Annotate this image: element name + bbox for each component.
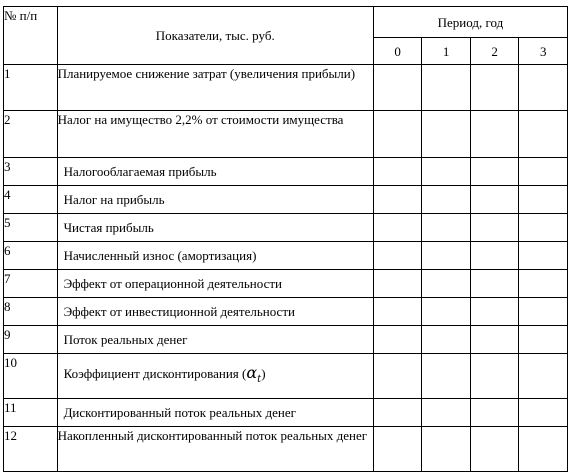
value-cell [422, 214, 471, 242]
header-period: Период, год [373, 7, 567, 38]
row-number: 1 [4, 65, 58, 111]
value-cell [422, 158, 471, 186]
value-cell [519, 111, 568, 158]
table-row [4, 399, 568, 427]
value-cell [373, 158, 422, 186]
row-label-discount [57, 354, 373, 399]
value-cell [519, 399, 568, 427]
value-cell [373, 270, 422, 298]
value-cell [422, 326, 471, 354]
value-cell [422, 270, 471, 298]
row-number: 11 [4, 399, 58, 427]
table-row [4, 214, 568, 242]
value-cell [373, 214, 422, 242]
value-cell [470, 298, 519, 326]
value-cell [422, 186, 471, 214]
table-row [4, 242, 568, 270]
header-indicators: Показатели, тыс. руб. [57, 7, 373, 65]
value-cell [519, 326, 568, 354]
table-row [4, 427, 568, 472]
value-cell [373, 242, 422, 270]
value-cell [470, 186, 519, 214]
value-cell [470, 158, 519, 186]
row-label: Накопленный дисконтированный поток реальных денег [57, 427, 373, 472]
header-period-3: 3 [519, 38, 568, 65]
value-cell [470, 326, 519, 354]
value-cell [470, 111, 519, 158]
row-number: 12 [4, 427, 58, 472]
table-row [4, 298, 568, 326]
alpha-symbol [246, 362, 262, 386]
value-cell [422, 427, 471, 472]
row-number: 6 [4, 242, 58, 270]
value-cell [422, 242, 471, 270]
value-cell [519, 242, 568, 270]
row-label: Эффект от инвестиционной деятельности [57, 298, 373, 326]
row-label: Налогооблагаемая прибыль [57, 158, 373, 186]
row-number: 10 [4, 354, 58, 399]
value-cell [373, 298, 422, 326]
value-cell [373, 399, 422, 427]
table-row [4, 354, 568, 399]
header-period-2: 2 [470, 38, 519, 65]
row-label: Начисленный износ (амортизация) [57, 242, 373, 270]
value-cell [519, 214, 568, 242]
alpha-letter: α [246, 362, 258, 382]
value-cell [373, 326, 422, 354]
header-row [4, 7, 568, 38]
value-cell [519, 186, 568, 214]
row-number: 9 [4, 326, 58, 354]
row-label: Эффект от операционной деятельности [57, 270, 373, 298]
value-cell [373, 354, 422, 399]
table-row [4, 326, 568, 354]
value-cell [373, 111, 422, 158]
indicators-table [3, 6, 568, 472]
value-cell [470, 242, 519, 270]
value-cell [519, 298, 568, 326]
value-cell [470, 427, 519, 472]
value-cell [422, 399, 471, 427]
value-cell [519, 158, 568, 186]
value-cell [422, 111, 471, 158]
value-cell [470, 65, 519, 111]
value-cell [519, 270, 568, 298]
row-number: 7 [4, 270, 58, 298]
value-cell [422, 298, 471, 326]
value-cell [470, 214, 519, 242]
value-cell [519, 65, 568, 111]
value-cell [422, 354, 471, 399]
value-cell [373, 186, 422, 214]
table-row [4, 158, 568, 186]
row-number: 4 [4, 186, 58, 214]
value-cell [373, 65, 422, 111]
row-label: Налог на имущество 2,2% от стоимости имущества [57, 111, 373, 158]
row-label: Налог на прибыль [57, 186, 373, 214]
alpha-subscript: t [257, 374, 262, 386]
row-label-suffix: ) [261, 365, 266, 381]
row-label: Чистая прибыль [57, 214, 373, 242]
value-cell [422, 65, 471, 111]
row-number: 5 [4, 214, 58, 242]
header-period-0: 0 [373, 38, 422, 65]
value-cell [470, 270, 519, 298]
row-label: Коэффициент дисконтирования ( [63, 365, 247, 381]
row-label: Дисконтированный поток реальных денег [57, 399, 373, 427]
header-period-1: 1 [422, 38, 471, 65]
value-cell [519, 354, 568, 399]
value-cell [470, 399, 519, 427]
row-number: 3 [4, 158, 58, 186]
value-cell [470, 354, 519, 399]
table-row [4, 270, 568, 298]
table-row [4, 186, 568, 214]
table-row [4, 65, 568, 111]
value-cell [373, 427, 422, 472]
row-number: 2 [4, 111, 58, 158]
table-row [4, 111, 568, 158]
value-cell [519, 427, 568, 472]
row-number: 8 [4, 298, 58, 326]
header-num: № п/п [4, 7, 58, 65]
row-label: Планируемое снижение затрат (увеличения прибыли) [57, 65, 373, 111]
row-label: Поток реальных денег [57, 326, 373, 354]
